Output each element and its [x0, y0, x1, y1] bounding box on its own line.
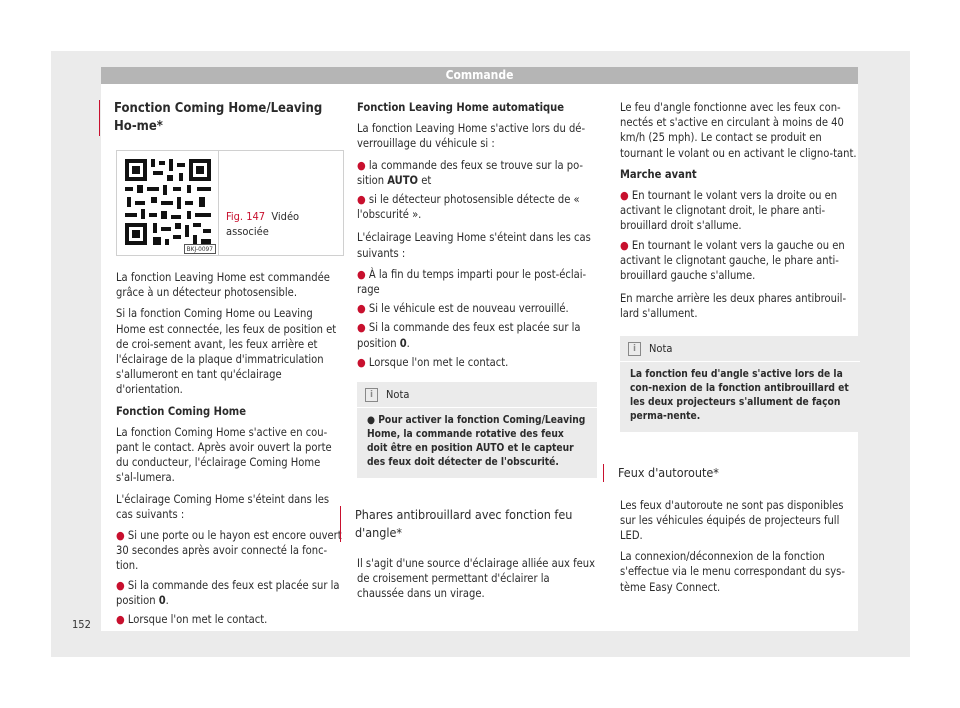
subheading-leaving-home: Fonction Leaving Home automatique: [357, 101, 565, 114]
bullet-icon: ●: [116, 613, 125, 627]
bullet-icon: ●: [357, 355, 366, 369]
list-item: [357, 355, 597, 370]
list-item-text: et: [421, 173, 432, 187]
column-1: [116, 100, 342, 631]
list-item: ● Si la commande des feux est placée sur la position 0.: [357, 321, 581, 350]
note-header: [620, 336, 860, 362]
bullet-icon: ●: [357, 193, 366, 207]
section-title-fog-lights: Phares antibrouillard avec fonction feu d'angle*: [340, 506, 597, 542]
paragraph: Si la fonction Coming Home ou Leaving Home est connectée, les feux de position et de croi-sement avant, les feux arrière et l'éclairage de la plaque d'immatriculation s'allumeront en tant qu'éclairage d'orientation.: [116, 307, 337, 397]
list-item-text: la commande des feux se trouve sur la po-sition: [357, 158, 584, 187]
subheading-marche-avant: Marche avant: [620, 167, 697, 181]
bullet-icon: ●: [116, 529, 125, 543]
list-item: [620, 188, 860, 234]
list-item-text: Lorsque l'on met le contact.: [368, 355, 509, 369]
qr-code-icon: [117, 151, 218, 255]
paragraph: Le feu d'angle fonctionne avec les feux con-nectés et s'active en circulant à moins de 40 km/h (25 mph). Le contact se produit en tournant le volant ou en activant le cligno-tant.: [620, 101, 857, 160]
figure-147: [116, 150, 344, 256]
note-body: La fonction feu d'angle s'active lors de la con-nexion de la fonction antibrouillard et les deux projecteurs s'allument de façon perma-nente.: [630, 368, 849, 422]
bullet-icon: ●: [620, 189, 629, 203]
note-text: Pour activer la fonction Coming/Leaving Home, la commande rotative des feux doit être en position: [367, 415, 586, 455]
qr-code-label: BKJ-0097: [184, 244, 216, 254]
list-item: [357, 301, 597, 316]
bullet-icon: ●: [367, 415, 375, 427]
list-item: [116, 612, 342, 627]
switch-position-symbol: AUTO: [387, 173, 419, 187]
list-item-text: En tournant le volant vers la droite ou en activant le clignotant droit, le phare anti-brouillard droit s'allume.: [620, 189, 838, 233]
bullet-icon: ●: [357, 267, 366, 281]
column-2: [357, 100, 597, 608]
note-header: [357, 382, 597, 408]
section-title-coming-home: Fonction Coming Home/Leaving Ho-me*: [99, 100, 342, 136]
note-text: et le capteur des feux doit détecter de l'obscurité.: [367, 443, 574, 469]
paragraph: La fonction Coming Home s'active en cou-pant le contact. Après avoir ouvert la porte du conducteur, l'éclairage Coming Home s'al-lumera.: [116, 425, 332, 485]
bullet-icon: ●: [116, 578, 125, 592]
list-item-text: Si la commande des feux est placée sur la position: [116, 578, 340, 607]
list-item-text: Si une porte ou le hayon est encore ouvert 30 secondes après avoir connecté la fonc-tion.: [116, 529, 342, 573]
list-item-text: Si la commande des feux est placée sur la position: [357, 321, 581, 350]
paragraph: L'éclairage Leaving Home s'éteint dans les cas suivants :: [357, 231, 591, 260]
note-box: [620, 336, 860, 432]
bullet-icon: ●: [357, 321, 366, 335]
paragraph: Il s'agit d'une source d'éclairage alliée aux feux de croisement permettant d'éclairer la chaussée dans un virage.: [357, 557, 595, 601]
section-title-autoroute: Feux d'autoroute*: [603, 464, 860, 482]
list-item: [357, 192, 597, 222]
paragraph: L'éclairage Coming Home s'éteint dans les cas suivants :: [116, 492, 330, 521]
figure-caption: [226, 209, 343, 239]
switch-position-symbol: 0: [399, 336, 407, 350]
paragraph: La connexion/déconnexion de la fonction s'effectue via le menu correspondant du sys-tème Easy Connect.: [620, 550, 845, 594]
note-label: Nota: [649, 341, 673, 355]
switch-position-symbol: 0: [158, 593, 166, 607]
figure-caption-text: Vidéo associée: [226, 210, 300, 239]
figure-label: Fig. 147: [226, 210, 266, 223]
bullet-icon: ●: [357, 302, 366, 316]
list-item: ● Si la commande des feux est placée sur la position 0.: [116, 578, 340, 607]
column-3: [620, 100, 860, 601]
paragraph: En marche arrière les deux phares antibrouil-lard s'allument.: [620, 292, 847, 321]
info-icon: i: [628, 342, 641, 356]
list-item: [620, 238, 860, 284]
qr-code-image: [117, 151, 219, 255]
paragraph: Les feux d'autoroute ne sont pas disponibles sur les véhicules équipés de projecteurs full LED.: [620, 498, 844, 543]
note-body: [357, 408, 597, 478]
list-item-text: À la fin du temps imparti pour le post-éclai-rage: [357, 267, 587, 297]
paragraph: La fonction Leaving Home s'active lors du dé-verrouillage du véhicule si :: [357, 122, 586, 151]
list-item-text: Si le véhicule est de nouveau verrouillé.: [368, 302, 569, 316]
page-number: 152: [72, 618, 91, 631]
note-label: Nota: [386, 388, 410, 402]
page-header: Commande: [101, 67, 858, 84]
switch-position-symbol: AUTO: [476, 443, 505, 455]
bullet-icon: ●: [620, 238, 629, 252]
info-icon: i: [365, 388, 378, 402]
list-item: [357, 158, 597, 188]
bullet-icon: ●: [357, 158, 366, 172]
list-item-text: si le détecteur photosensible détecte de « l'obscurité ».: [357, 193, 580, 222]
paragraph: La fonction Leaving Home est commandée grâce à un détecteur photosensible.: [116, 271, 330, 300]
subheading-coming-home: Fonction Coming Home: [116, 404, 246, 418]
note-box: [357, 382, 597, 478]
list-item: [357, 267, 597, 297]
list-item-text: Lorsque l'on met le contact.: [127, 613, 268, 627]
list-item-text: En tournant le volant vers la gauche ou en activant le clignotant gauche, le phare anti-brouillard gauche s'allume.: [620, 238, 845, 283]
list-item: [116, 528, 342, 574]
